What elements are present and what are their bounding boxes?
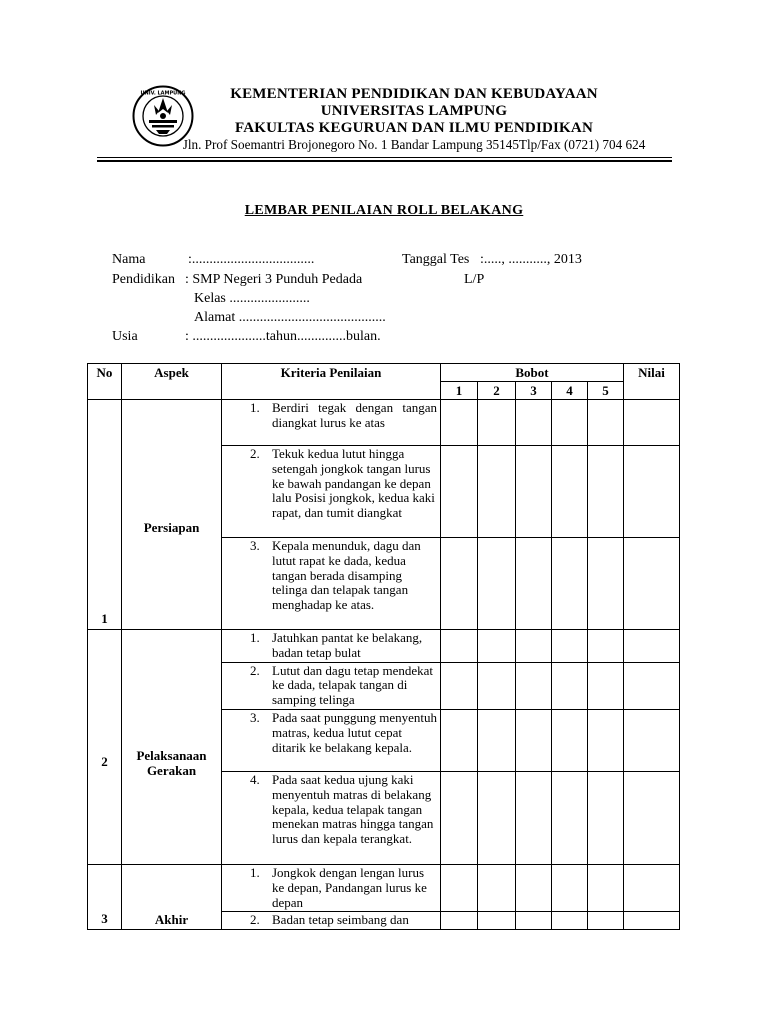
alamat-field: Alamat .......................................... <box>194 310 386 325</box>
nama-value: :................................... <box>188 252 315 267</box>
nilai-cell[interactable] <box>624 630 680 663</box>
score-cell[interactable] <box>588 446 624 538</box>
score-cell[interactable] <box>516 400 552 446</box>
pendidikan-value: : SMP Negeri 3 Punduh Pedada <box>185 272 363 287</box>
nilai-cell[interactable] <box>624 771 680 864</box>
header-kriteria: Kriteria Penilaian <box>222 364 441 400</box>
score-cell[interactable] <box>516 538 552 630</box>
section-number: 3 <box>88 864 122 929</box>
score-cell[interactable] <box>588 630 624 663</box>
score-cell[interactable] <box>441 662 478 709</box>
faculty-heading: FAKULTAS KEGURUAN DAN ILMU PENDIDIKAN <box>235 120 593 136</box>
score-cell[interactable] <box>516 709 552 771</box>
criteria-cell: 2. Lutut dan dagu tetap mendekat ke dada, telapak tangan di samping telinga <box>222 662 441 709</box>
section-number: 2 <box>88 630 122 865</box>
score-cell[interactable] <box>552 400 588 446</box>
score-cell[interactable] <box>552 709 588 771</box>
score-cell[interactable] <box>478 538 516 630</box>
score-cell[interactable] <box>588 864 624 911</box>
criteria-cell: 2. Badan tetap seimbang dan <box>222 912 441 930</box>
score-cell[interactable] <box>552 538 588 630</box>
section-aspek: Akhir <box>122 864 222 929</box>
bobot-score-4: 4 <box>552 382 588 400</box>
score-cell[interactable] <box>478 630 516 663</box>
nilai-cell[interactable] <box>624 864 680 911</box>
score-cell[interactable] <box>478 400 516 446</box>
criteria-cell: 2. Tekuk kedua lutut hingga setengah jongkok tangan lurus ke bawah pandangan ke depan lalu Posisi jongkok, kedua kaki rapat, dan tumit diangkat <box>222 446 441 538</box>
nilai-cell[interactable] <box>624 538 680 630</box>
score-cell[interactable] <box>441 446 478 538</box>
document-title: LEMBAR PENILAIAN ROLL BELAKANG <box>244 203 524 218</box>
criteria-cell: 3. Kepala menunduk, dagu dan lutut rapat ke dada, kedua tangan berada disamping telinga dan telapak tangan menghadap ke atas. <box>222 538 441 630</box>
criteria-cell: 4. Pada saat kedua ujung kaki menyentuh matras di belakang kepala, kedua telapak tangan menekan matras hingga tangan lurus dan kepala terangkat. <box>222 771 441 864</box>
bobot-score-5: 5 <box>588 382 624 400</box>
nama-label: Nama <box>112 252 146 267</box>
score-cell[interactable] <box>552 912 588 930</box>
header-nilai: Nilai <box>624 364 680 400</box>
table-row <box>88 400 680 446</box>
tanggal-label: Tanggal Tes <box>402 252 470 267</box>
criteria-cell: 3. Pada saat punggung menyentuh matras, kedua lutut cepat ditarik ke belakang kepala. <box>222 709 441 771</box>
tanggal-value: :....., ..........., 2013 <box>480 252 582 267</box>
score-cell[interactable] <box>478 771 516 864</box>
score-cell[interactable] <box>441 400 478 446</box>
score-cell[interactable] <box>552 446 588 538</box>
nilai-cell[interactable] <box>624 662 680 709</box>
gender-field: L/P <box>464 272 485 287</box>
score-cell[interactable] <box>552 630 588 663</box>
score-cell[interactable] <box>441 864 478 911</box>
score-cell[interactable] <box>588 662 624 709</box>
assessment-table <box>87 363 680 930</box>
bobot-score-2: 2 <box>478 382 516 400</box>
kelas-field: Kelas ....................... <box>194 291 310 306</box>
score-cell[interactable] <box>516 446 552 538</box>
svg-text:UNIV. LAMPUNG: UNIV. LAMPUNG <box>140 90 186 97</box>
bobot-score-1: 1 <box>441 382 478 400</box>
score-cell[interactable] <box>441 538 478 630</box>
header-rule-thick <box>97 160 672 162</box>
score-cell[interactable] <box>516 630 552 663</box>
score-cell[interactable] <box>516 912 552 930</box>
score-cell[interactable] <box>478 446 516 538</box>
score-cell[interactable] <box>588 400 624 446</box>
header-aspek: Aspek <box>122 364 222 400</box>
section-aspek: Persiapan <box>122 400 222 630</box>
section-number: 1 <box>88 400 122 630</box>
ministry-heading: KEMENTERIAN PENDIDIKAN DAN KEBUDAYAAN <box>230 86 598 102</box>
score-cell[interactable] <box>516 771 552 864</box>
nilai-cell[interactable] <box>624 400 680 446</box>
header-no: No <box>88 364 122 400</box>
address-line: Jln. Prof Soemantri Brojonegoro No. 1 Bandar Lampung 35145Tlp/Fax (0721) 704 624 <box>182 137 646 152</box>
score-cell[interactable] <box>441 912 478 930</box>
score-cell[interactable] <box>478 912 516 930</box>
nilai-cell[interactable] <box>624 709 680 771</box>
table-row <box>88 864 680 911</box>
section-aspek: Pelaksanaan Gerakan <box>122 630 222 865</box>
usia-value: : .....................tahun..............bulan. <box>185 329 381 344</box>
score-cell[interactable] <box>441 771 478 864</box>
score-cell[interactable] <box>478 864 516 911</box>
bobot-score-3: 3 <box>516 382 552 400</box>
header-bobot: Bobot <box>441 364 624 382</box>
score-cell[interactable] <box>441 630 478 663</box>
nilai-cell[interactable] <box>624 912 680 930</box>
university-heading: UNIVERSITAS LAMPUNG <box>320 103 508 119</box>
criteria-cell: 1. Berdiri tegak dengan tangan diangkat lurus ke atas <box>222 400 441 446</box>
score-cell[interactable] <box>478 709 516 771</box>
score-cell[interactable] <box>441 709 478 771</box>
score-cell[interactable] <box>516 662 552 709</box>
criteria-cell: 1. Jongkok dengan lengan lurus ke depan, Pandangan lurus ke depan <box>222 864 441 911</box>
score-cell[interactable] <box>588 538 624 630</box>
nilai-cell[interactable] <box>624 446 680 538</box>
usia-label: Usia <box>112 329 138 344</box>
score-cell[interactable] <box>516 864 552 911</box>
score-cell[interactable] <box>588 912 624 930</box>
table-row <box>88 630 680 663</box>
criteria-cell: 1. Jatuhkan pantat ke belakang, badan tetap bulat <box>222 630 441 663</box>
header-rule-thin <box>97 157 672 158</box>
score-cell[interactable] <box>552 864 588 911</box>
score-cell[interactable] <box>588 771 624 864</box>
score-cell[interactable] <box>552 662 588 709</box>
score-cell[interactable] <box>478 662 516 709</box>
score-cell[interactable] <box>552 771 588 864</box>
pendidikan-label: Pendidikan <box>112 272 175 287</box>
score-cell[interactable] <box>588 709 624 771</box>
